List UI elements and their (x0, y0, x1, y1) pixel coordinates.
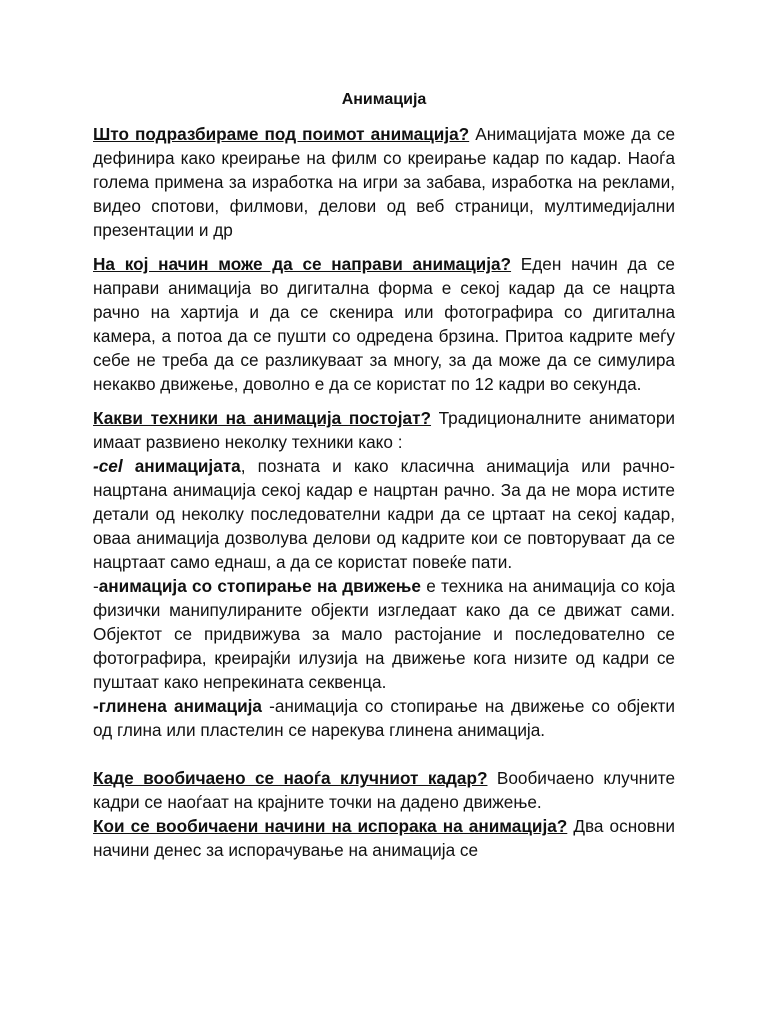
technique-description: е техника на анимација со која физички манипулираните објекти изгледаат како да се движат сами. Објектот се придвижува за мало растојание и последователно се фотографира, креирајќи илузија на движење кога низите од кадри се пуштаат како непрекината секвенца. (93, 576, 676, 692)
document-page (93, 88, 675, 862)
technique-description: , позната и како класична анимација или рачно-нацртана анимација секој кадар е нацртан рачно. За да не мора истите детали од неколку последователни кадри да се цртаат на секој кадар, оваа анимација дозволува делови од кадрите кои се повторуваат да се нацртаат само еднаш, а да се користат повеќе пати. (93, 456, 675, 572)
section-paragraph (93, 766, 675, 814)
section-question: Што подразбираме под поимот анимација? (93, 124, 470, 144)
technique-name: анимација со стопирање на движење (98, 576, 421, 596)
technique-description: -анимација со стопирање на движење со објекти од глина или пластелин се нарекува глинена анимација. (93, 696, 675, 740)
section-question: Кои се вообичаени начини на испорака на анимација? (93, 816, 568, 836)
section-question: Каде вообичаено се наоѓа клучниот кадар? (93, 768, 488, 788)
section-answer: Вообичаено клучните кадри се наоѓаат на крајните точки на дадено движење. (93, 768, 676, 812)
section-answer: Анимацијата може да се дефинира како креирање на филм со креирање кадар по кадар. Наоѓа голема примена за изработка на игри за забава, изработка на реклами, видео спотови, филмови, делови од веб страници, мултимедијални презентации и др (93, 124, 675, 240)
document-title: Анимација (341, 91, 427, 108)
section-answer: Еден начин да се направи анимација во дигитална форма е секој кадар да се нацрта рачно на хартија и да се скенира или фотографира со дигитална камера, а потоа да се пушти со одредена брзина. Притоа кадрите меѓу себе не треба да се разликуваат за многу, за да може да се симулира некакво движење, доволно е да се користат по 12 кадри во секунда. (93, 254, 675, 394)
technique-name: глинена анимација (98, 696, 262, 716)
section-question: На кој начин може да се направи анимација? (93, 254, 512, 274)
technique-item (93, 574, 675, 694)
technique-prefix: - (93, 456, 99, 476)
section-answer: Традиционалните аниматори имаат развиено неколку техники како : (93, 408, 675, 452)
section-paragraph (93, 252, 675, 396)
technique-item (93, 454, 675, 574)
section-paragraph (93, 122, 675, 242)
technique-name-italic: cel (98, 456, 123, 476)
technique-name: анимацијата (122, 456, 241, 476)
section-paragraph (93, 406, 675, 454)
section-paragraph (93, 814, 675, 862)
technique-prefix: - (93, 576, 99, 596)
section-question: Какви техники на анимација постојат? (93, 408, 432, 428)
technique-prefix: - (93, 696, 99, 716)
section-answer: Два основни начини денес за испорачување на анимација се (93, 816, 675, 860)
technique-item (93, 694, 675, 742)
